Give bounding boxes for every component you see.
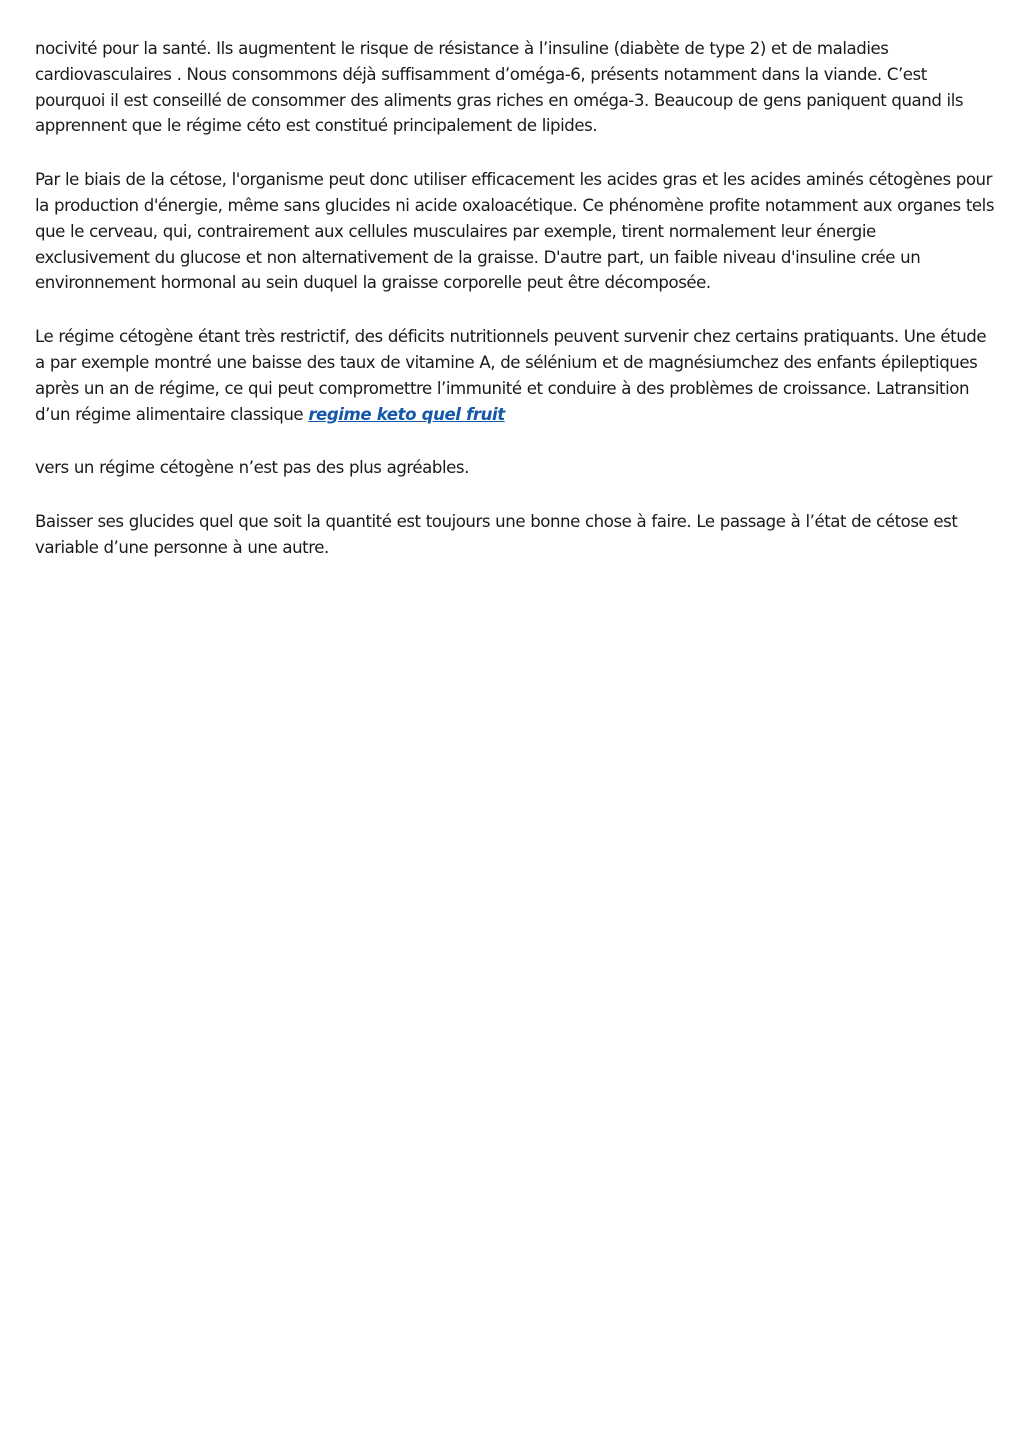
- paragraph-glucides-text: Baisser ses glucides quel que soit la quantité est toujours une bonne chose à faire. Le passage à l’état de cétose est variable d’une personne à une autre.: [35, 512, 958, 557]
- paragraph-omega-text: nocivité pour la santé. Ils augmentent le risque de résistance à l’insuline (diabète de type 2) et de maladies cardiovasculaires . Nous consommons déjà suffisamment d’oméga-6, présents notamment dans la viande. C’est pourquoi il est conseillé de consommer des aliments gras riches en oméga-3. Beaucoup de gens paniquent quand ils apprennent que le régime céto est constitué principalement de lipides.: [35, 39, 964, 136]
- paragraph-cetose-text: Par le biais de la cétose, l'organisme peut donc utiliser efficacement les acides gras et les acides aminés cétogènes pour la production d'énergie, même sans glucides ni acide oxaloacétique. Ce phénomène profite notamment aux organes tels que le cerveau, qui, contrairement aux cellules musculaires par exemple, tirent normalement leur énergie exclusivement du glucose et non alternativement de la graisse. D'autre part, un faible niveau d'insuline crée un environnement hormonal au sein duquel la graisse corporelle peut être décomposée.: [35, 170, 995, 293]
- paragraph-transition: [35, 455, 995, 481]
- paragraph-glucides: [35, 509, 995, 561]
- paragraph-omega: [35, 36, 995, 139]
- paragraph-deficits: [35, 324, 995, 427]
- paragraph-cetose: [35, 167, 995, 296]
- paragraph-transition-text: vers un régime cétogène n’est pas des plus agréables.: [35, 458, 469, 478]
- paragraph-deficits-text: Le régime cétogène étant très restrictif, des déficits nutritionnels peuvent survenir chez certains pratiquants. Une étude a par exemple montré une baisse des taux de vitamine A, de sélénium et de magnésiumchez des enfants épileptiques après un an de régime, ce qui peut compromettre l’immunité et conduire à des problèmes de croissance. Latransition d’un régime alimentaire classique: [35, 327, 987, 424]
- regime-keto-link[interactable]: regime keto quel fruit: [308, 404, 505, 424]
- document-body: [35, 36, 995, 589]
